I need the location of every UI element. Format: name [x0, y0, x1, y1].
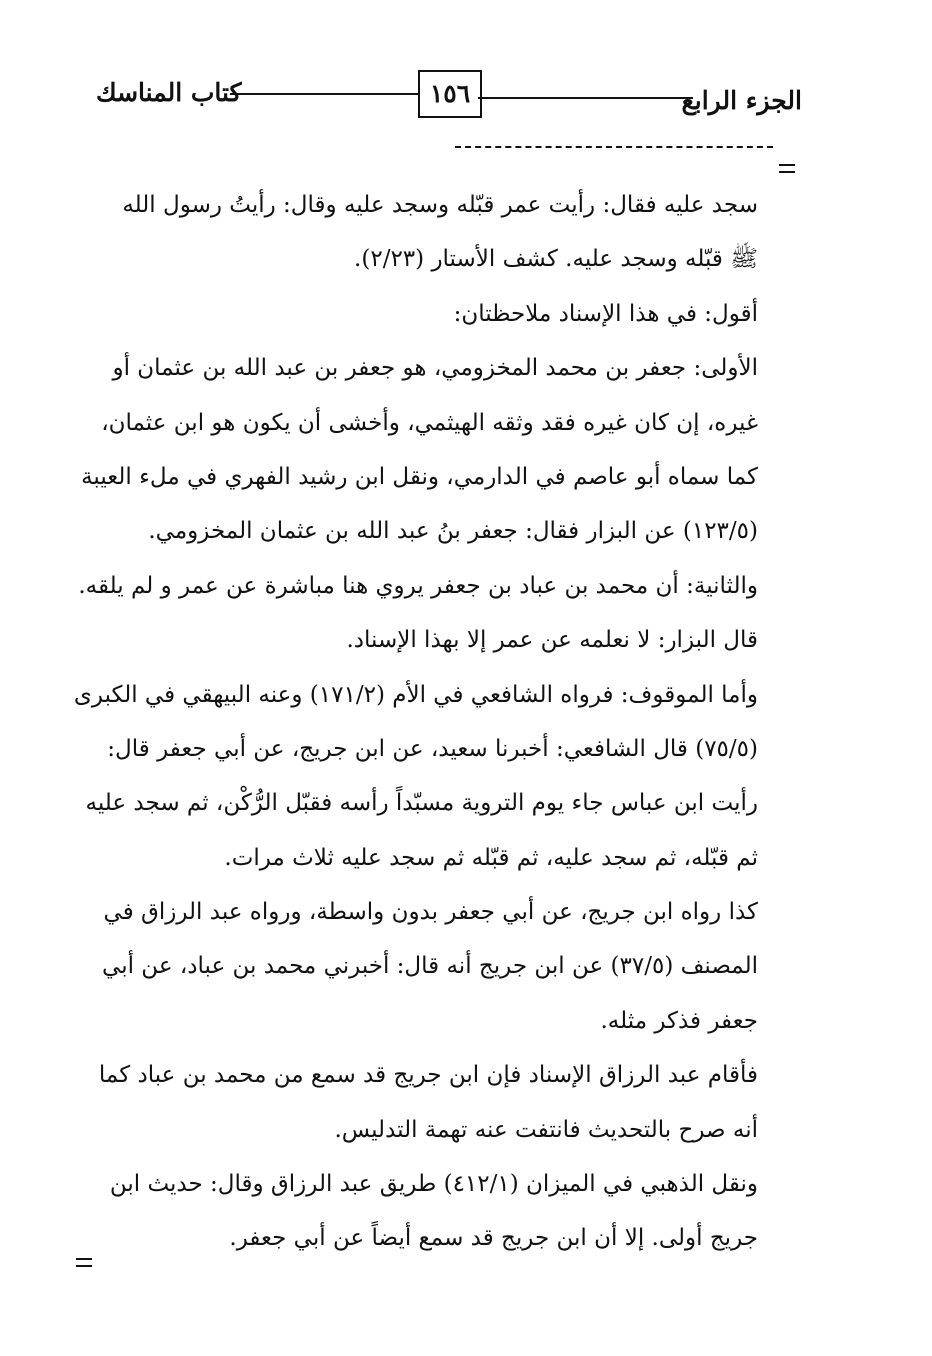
text-line: أقول: في هذا الإسناد ملاحظتان: — [453, 300, 758, 327]
text-line: كما سماه أبو عاصم في الدارمي، ونقل ابن رشيد الفهري في ملء العيبة — [81, 463, 758, 490]
text-line: جعفر فذكر مثله. — [600, 1007, 758, 1034]
text-line: الأولى: جعفر بن محمد المخزومي، هو جعفر بن عبد الله بن عثمان أو — [112, 355, 758, 382]
page-number: ١٥٦ — [418, 70, 482, 118]
header-rule-left — [230, 93, 418, 95]
text-line: سجد عليه فقال: رأيت عمر قبّله وسجد عليه وقال: رأيتُ رسول الله — [122, 192, 758, 218]
text-line: غيره، إن كان غيره فقد وثقه الهيثمي، وأخشى أن يكون هو ابن عثمان، — [101, 409, 758, 436]
text-line: رأيت ابن عباس جاء يوم التروية مسبّداً رأسه فقبّل الرُّكْن، ثم سجد عليه — [85, 790, 758, 817]
volume-title: الجزء الرابع — [681, 86, 802, 115]
text-line: المصنف (٣٧/٥) عن ابن جريج أنه قال: أخبرني محمد بن عباد، عن أبي — [102, 953, 758, 980]
text-line: فأقام عبد الرزاق الإسناد فإن ابن جريج قد سمع من محمد بن عباد كما — [98, 1062, 758, 1089]
text-line: وأما الموقوف: فرواه الشافعي في الأم (١٧١/٢) وعنه البيهقي في الكبرى — [74, 681, 758, 708]
text-line: جريج أولى. إلا أن ابن جريج قد سمع أيضاً عن أبي جعفر. — [229, 1225, 758, 1252]
text-line: ثم قبّله، ثم سجد عليه، ثم قبّله ثم سجد عليه ثلاث مرات. — [224, 844, 758, 871]
text-line: والثانية: أن محمد بن عباد بن جعفر يروي هنا مباشرة عن عمر و لم يلقه. — [78, 572, 758, 599]
footnote-separator-dashes — [455, 146, 773, 148]
continuation-mark-top — [779, 164, 795, 173]
text-line: قال البزار: لا نعلمه عن عمر إلا بهذا الإسناد. — [346, 627, 758, 654]
text-line: ونقل الذهبي في الميزان (٤١٢/١) طريق عبد الرزاق وقال: حديث ابن — [109, 1171, 758, 1198]
header-rule-right — [478, 97, 693, 99]
book-title: كتاب المناسك — [96, 78, 242, 107]
text-line: (٧٥/٥) قال الشافعي: أخبرنا سعيد، عن ابن جريج، عن أبي جعفر قال: — [107, 735, 758, 762]
text-line: ﷺ قبّله وسجد عليه. كشف الأستار (٢/٢٣). — [354, 246, 758, 273]
continuation-mark-bottom — [76, 1258, 92, 1267]
page-header — [90, 72, 810, 128]
text-line: أنه صرح بالتحديث فانتفت عنه تهمة التدليس. — [334, 1116, 758, 1143]
body-text — [74, 178, 758, 1266]
text-line: كذا رواه ابن جريج، عن أبي جعفر بدون واسطة، ورواه عبد الرزاق في — [103, 899, 758, 926]
text-line: (١٢٣/٥) عن البزار فقال: جعفر بنُ عبد الله بن عثمان المخزومي. — [148, 518, 758, 545]
